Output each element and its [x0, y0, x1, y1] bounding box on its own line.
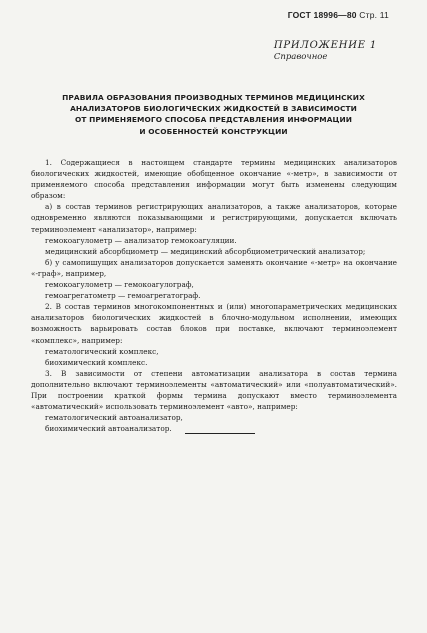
section-title-line: АНАЛИЗАТОРОВ БИОЛОГИЧЕСКИХ ЖИДКОСТЕЙ В ЗАВИСИМОСТИ: [70, 104, 357, 114]
page-header: [288, 10, 389, 20]
section-title-line: И ОСОБЕННОСТЕЙ КОНСТРУКЦИИ: [139, 126, 288, 136]
page-number: Стр. 11: [359, 10, 389, 20]
section-title-line: ПРАВИЛА ОБРАЗОВАНИЯ ПРОИЗВОДНЫХ ТЕРМИНОВ МЕДИЦИНСКИХ: [62, 93, 365, 102]
example-line: гематологический комплекс,: [45, 346, 159, 356]
appendix-label: [274, 40, 377, 62]
example-line: гемоагрегатометр — гемоагрегатограф.: [45, 291, 201, 301]
paragraph: 2. В состав терминов многокомпонентных и (или) многопараметрических медицинских анализаторов биологических жидкостей в блочно-модульном исполнении, имеющих возможность варьировать состав блоков при поставке, включают терминоэлемент «комплекс», например:: [31, 302, 397, 345]
section-title-line: ОТ ПРИМЕНЯЕМОГО СПОСОБА ПРЕДСТАВЛЕНИЯ ИНФОРМАЦИИ: [74, 115, 353, 125]
example-line: биохимический автоанализатор.: [45, 424, 172, 434]
appendix-subtitle: Справочное: [273, 52, 328, 62]
example-line: гематологический автоанализатор,: [45, 413, 183, 423]
standard-number: ГОСТ 18996—80: [287, 10, 357, 20]
appendix-title: ПРИЛОЖЕНИЕ 1: [273, 40, 377, 51]
body-text: [31, 157, 397, 434]
paragraph: б) у самопишущих анализаторов допускается заменять окончание «-метр» на окончание «-граф», например,: [31, 257, 397, 278]
paragraph: а) в состав терминов регистрирующих анализаторов, а также анализаторов, которые одновременно являются показывающими и регистрирующими, допускается включать терминоэлемент «анализатор», например:: [31, 202, 397, 234]
end-rule: [185, 433, 255, 434]
example-line: медицинский абсорбциометр — медицинский абсорбциометрический анализатор;: [45, 246, 366, 256]
paragraph: 1. Содержащиеся в настоящем стандарте термины медицинских анализаторов биологических жидкостей, имеющие обобщенное окончание «-метр», в зависимости от применяемого способа представления информации могут быть изменены следующим образом:: [31, 158, 397, 201]
paragraph: 3. В зависимости от степени автоматизации анализатора в состав термина дополнительно включают терминоэлементы «автоматический» или «полуавтоматический». При построении краткой формы термина допускают вместо терминоэлемента «автоматический» использовать терминоэлемент «авто», например:: [31, 368, 397, 412]
example-line: биохимический комплекс.: [45, 357, 148, 367]
section-title: [40, 92, 387, 137]
example-line: гемокоагулометр — анализатор гемокоагуляции.: [45, 235, 237, 245]
example-line: гемокоагулометр — гемокоагулограф,: [45, 280, 194, 290]
